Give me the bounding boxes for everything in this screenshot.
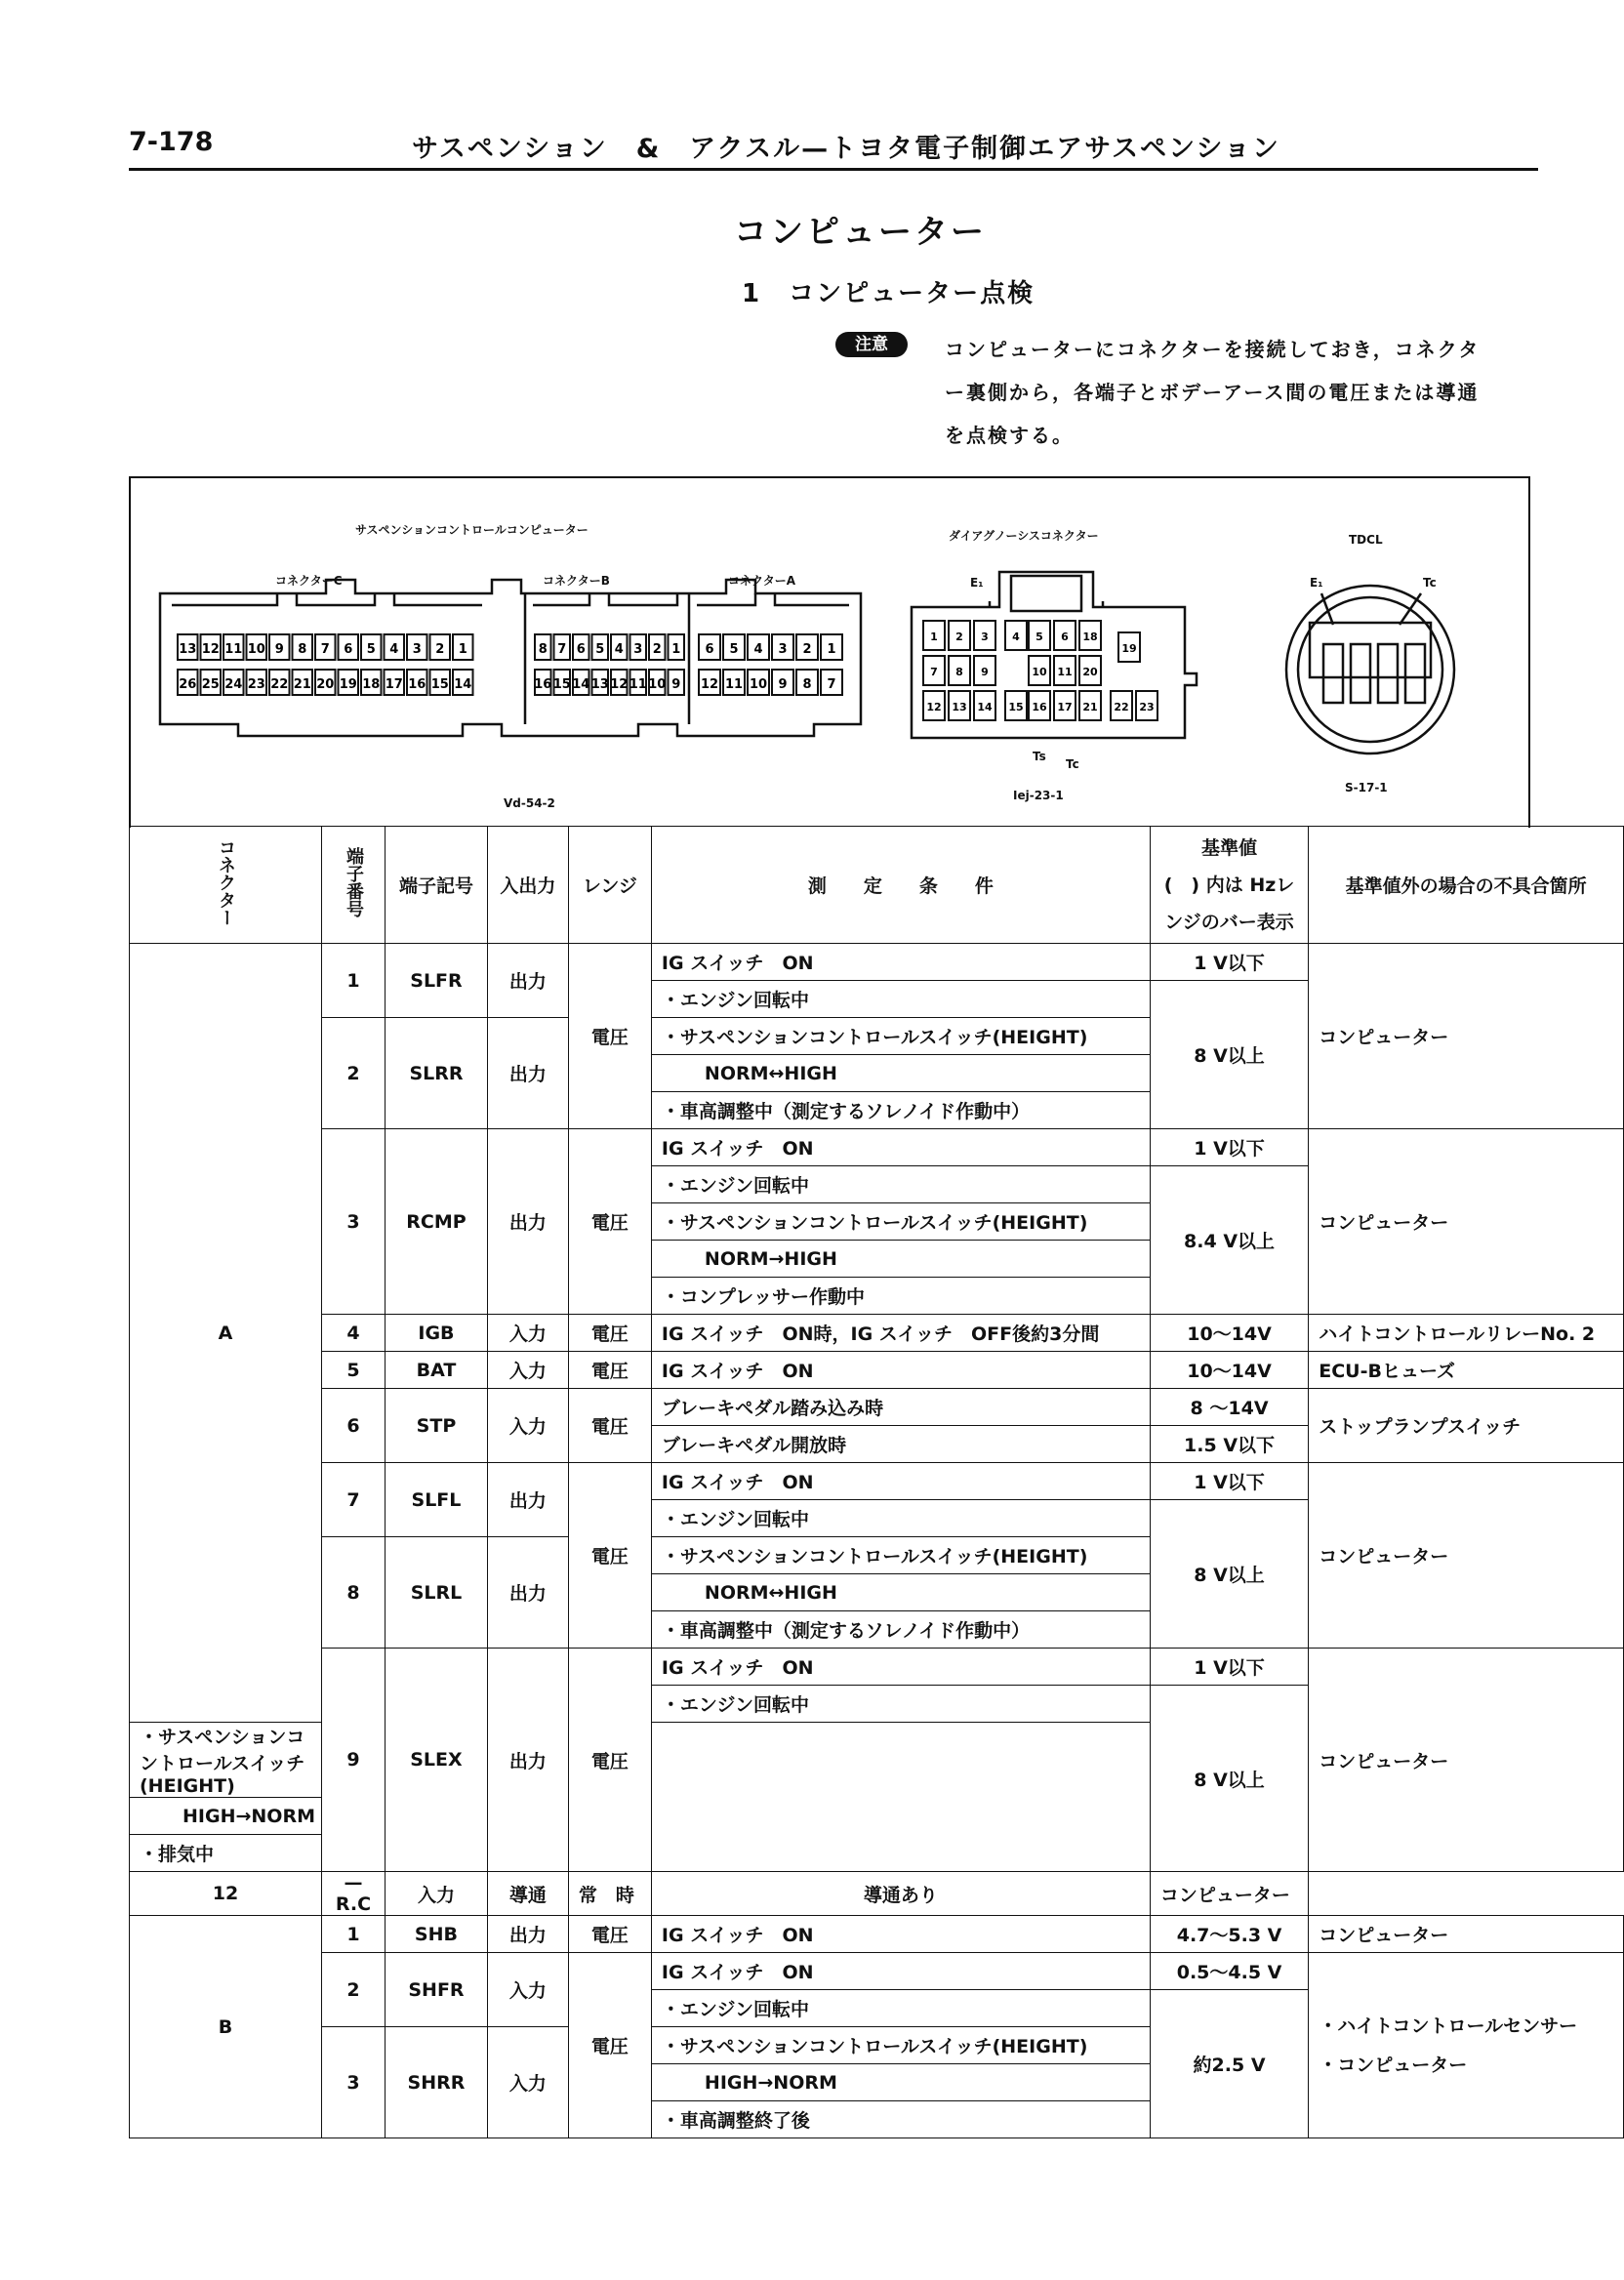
standard-value: 1 V以下: [1150, 1649, 1308, 1686]
diag-figure-code: Iej-23-1: [1013, 789, 1064, 802]
connector-pin-label: 10: [749, 677, 768, 692]
condition: IG スイッチ ON: [651, 1953, 1150, 1990]
diag-pin-label: 20: [1082, 666, 1098, 678]
terminal-symbol: BAT: [385, 1352, 487, 1389]
range-value: 電圧: [568, 1463, 651, 1649]
col-io: 入出力: [487, 827, 568, 944]
range-value: 電圧: [568, 944, 651, 1129]
diag-pin-label: 1: [930, 631, 938, 643]
page-header-title: サスペンション & アクスル—トヨタ電子制御エアサスペンション: [412, 134, 1280, 164]
table-row: [130, 1649, 1624, 1686]
io-value: 入力: [487, 2027, 568, 2138]
range-value: 導通: [487, 1872, 568, 1916]
connector-pin-label: 23: [247, 677, 265, 692]
diag-pin-label: 5: [1035, 631, 1043, 643]
connector-pin-label: 24: [224, 677, 243, 692]
connector-pin-label: 6: [344, 642, 353, 657]
condition: ・サスペンションコントロールスイッチ(HEIGHT): [651, 2027, 1150, 2064]
connector-pin-label: 9: [274, 642, 284, 657]
terminal-no: 3: [321, 2027, 385, 2138]
range-value: 電圧: [568, 1953, 651, 2138]
io-value: 入力: [487, 1389, 568, 1463]
connector-pin-label: 16: [534, 677, 552, 692]
diag-pin-label: 10: [1032, 666, 1047, 678]
connector-pin-label: 15: [552, 677, 571, 692]
standard-value: 1 V以下: [1150, 1463, 1308, 1500]
condition: ・排気中: [130, 1835, 322, 1872]
condition: ・サスペンションコントロールスイッチ(HEIGHT): [651, 1018, 1150, 1055]
connector-pin-label: 1: [827, 642, 836, 657]
caution-text: [945, 328, 1540, 457]
page-number: 7-178: [129, 127, 214, 157]
fault-location: ECU-Bヒューズ: [1309, 1352, 1624, 1389]
terminal-symbol: STP: [385, 1389, 487, 1463]
ecu-title: サスペンションコントロールコンピューター: [355, 523, 589, 537]
connector-pin-label: 12: [700, 677, 719, 692]
table-row: [130, 1389, 1624, 1426]
connector-pin-label: 13: [590, 677, 609, 692]
tdcl-e1-label: E₁: [1310, 576, 1323, 590]
condition: ・車高調整中（測定するソレノイド作動中）: [651, 1092, 1150, 1129]
connector-pin-label: 16: [408, 677, 426, 692]
condition: NORM→HIGH: [651, 1241, 1150, 1278]
condition: ブレーキペダル踏み込み時: [651, 1389, 1150, 1426]
col-fault: 基準値外の場合の不具合箇所: [1309, 827, 1624, 944]
range-value: 電圧: [568, 1352, 651, 1389]
io-value: 入力: [385, 1872, 487, 1916]
condition: NORM↔HIGH: [651, 1055, 1150, 1092]
fault-location: コンピューター: [1309, 1463, 1624, 1649]
standard-value: 約2.5 V: [1150, 1990, 1308, 2138]
connector-a-cell: A: [130, 944, 322, 1723]
standard-value: 8 〜14V: [1150, 1389, 1308, 1426]
fault-location: コンピューター: [1309, 944, 1624, 1129]
connector-drawings: [131, 478, 1528, 828]
connector-pin-label: 25: [201, 677, 220, 692]
terminal-no: 3: [321, 1129, 385, 1315]
condition: ・エンジン回転中: [651, 1500, 1150, 1537]
diag-pin-label: 23: [1139, 701, 1155, 713]
connector-pin-label: 8: [298, 642, 307, 657]
col-terminal-symbol: 端子記号: [385, 827, 487, 944]
connector-pin-label: 5: [729, 642, 739, 657]
diag-pin-label: 11: [1057, 666, 1073, 678]
fault-location: ストップランプスイッチ: [1309, 1389, 1624, 1463]
connector-pin-label: 4: [614, 642, 624, 657]
caution-line: を点検する。: [945, 424, 1074, 447]
connector-a-label: コネクターA: [728, 574, 796, 588]
diag-connector-pins: [923, 621, 1157, 720]
io-value: 出力: [487, 1537, 568, 1649]
connector-pin-label: 7: [320, 642, 330, 657]
table-row: [130, 1352, 1624, 1389]
diag-pin-label: 2: [955, 631, 963, 643]
table-row: [130, 1315, 1624, 1352]
standard-value: 8 V以上: [1150, 1686, 1308, 1872]
terminal-symbol: —R.C: [321, 1872, 385, 1916]
connector-pin-label: 6: [576, 642, 586, 657]
condition: IG スイッチ ON: [651, 1463, 1150, 1500]
connector-pin-label: 18: [362, 677, 381, 692]
connector-pin-label: 3: [633, 642, 643, 657]
terminal-no: 9: [321, 1649, 385, 1872]
connector-pin-label: 1: [671, 642, 681, 657]
terminal-symbol: SLFR: [385, 944, 487, 1018]
terminal-symbol: SLFL: [385, 1463, 487, 1537]
header-rule: [129, 168, 1538, 171]
fault-location: ハイトコントロールリレーNo. 2: [1309, 1315, 1624, 1352]
condition: IG スイッチ ON: [651, 944, 1150, 981]
standard-value: 1.5 V以下: [1150, 1426, 1308, 1463]
standard-value: 10〜14V: [1150, 1315, 1308, 1352]
connector-a-pins: [699, 634, 842, 695]
terminal-symbol: IGB: [385, 1315, 487, 1352]
connector-pin-label: 19: [339, 677, 357, 692]
fault-location: ・ハイトコントロールセンサー ・コンピューター: [1309, 1953, 1624, 2138]
standard-value: 0.5〜4.5 V: [1150, 1953, 1308, 1990]
col-condition: 測 定 条 件: [651, 827, 1150, 944]
condition: ・車高調整中（測定するソレノイド作動中）: [651, 1611, 1150, 1649]
terminal-no: 12: [130, 1872, 322, 1916]
connector-b-pins: [534, 634, 684, 695]
connector-pin-label: 9: [778, 677, 788, 692]
connector-pin-label: 22: [270, 677, 289, 692]
connector-pin-label: 2: [802, 642, 812, 657]
terminal-no: 1: [321, 944, 385, 1018]
connector-pin-label: 20: [316, 677, 335, 692]
io-value: 入力: [487, 1315, 568, 1352]
standard-value: 8.4 V以上: [1150, 1166, 1308, 1315]
io-value: 出力: [487, 1916, 568, 1953]
table-row: [130, 1129, 1624, 1166]
connector-pin-label: 3: [412, 642, 422, 657]
connector-b-label: コネクターB: [543, 574, 610, 588]
connector-pin-label: 15: [430, 677, 449, 692]
diag-pin-label: 9: [981, 666, 989, 678]
condition: ・エンジン回転中: [651, 1166, 1150, 1203]
condition: IG スイッチ ON: [651, 1916, 1150, 1953]
fault-location: コンピューター: [1309, 1649, 1624, 1872]
connector-pin-label: 17: [385, 677, 403, 692]
connector-pin-label: 8: [802, 677, 812, 692]
connector-pin-label: 11: [224, 642, 243, 657]
standard-value: 8 V以上: [1150, 981, 1308, 1129]
terminal-no: 4: [321, 1315, 385, 1352]
diag-pin-label: 8: [955, 666, 963, 678]
condition: ・車高調整終了後: [651, 2101, 1150, 2138]
connector-pin-label: 21: [293, 677, 311, 692]
range-value: 電圧: [568, 1389, 651, 1463]
connector-pin-label: 7: [827, 677, 836, 692]
fault-location: コンピューター: [1309, 1129, 1624, 1315]
io-value: 出力: [487, 1129, 568, 1315]
standard-value: 10〜14V: [1150, 1352, 1308, 1389]
diag-pin-label: 6: [1061, 631, 1069, 643]
standard-value: 8 V以上: [1150, 1500, 1308, 1649]
condition: NORM↔HIGH: [651, 1574, 1150, 1611]
terminal-no: 6: [321, 1389, 385, 1463]
diag-pin-label: 21: [1082, 701, 1098, 713]
table-row: [130, 944, 1624, 981]
terminal-no: 2: [321, 1953, 385, 2027]
connector-pin-label: 8: [538, 642, 548, 657]
tdcl-connector: [1286, 586, 1454, 753]
terminal-spec-table: [129, 826, 1624, 2138]
connector-pin-label: 13: [179, 642, 197, 657]
diag-pin-label: 4: [1012, 631, 1020, 643]
table-row: [130, 1953, 1624, 1990]
connector-pin-label: 26: [179, 677, 197, 692]
condition: HIGH→NORM: [651, 2064, 1150, 2101]
condition: ・サスペンションコントロールスイッチ(HEIGHT): [651, 1537, 1150, 1574]
connector-pin-label: 11: [724, 677, 744, 692]
connector-pin-label: 5: [595, 642, 605, 657]
diag-pin-label: 7: [930, 666, 938, 678]
terminal-symbol: RCMP: [385, 1129, 487, 1315]
diag-pin-label: 19: [1121, 642, 1137, 655]
condition: ・サスペンションコントロールスイッチ(HEIGHT): [651, 1203, 1150, 1241]
condition: IG スイッチ ON時，IG スイッチ OFF後約3分間: [651, 1315, 1150, 1352]
connector-pin-label: 10: [247, 642, 265, 657]
ecu-connector-housing: [160, 580, 861, 736]
diag-pin-label: 17: [1057, 701, 1073, 713]
condition: IG スイッチ ON: [651, 1129, 1150, 1166]
tdcl-tc-label: Tc: [1423, 576, 1437, 590]
range-value: 電圧: [568, 1916, 651, 1953]
connector-pin-label: 2: [652, 642, 662, 657]
section-subtitle: 1 コンピューター点検: [742, 279, 1035, 308]
connector-c-label: コネクターC: [275, 574, 343, 588]
io-value: 出力: [487, 944, 568, 1018]
condition: ブレーキペダル開放時: [651, 1426, 1150, 1463]
tdcl-title: TDCL: [1349, 533, 1383, 547]
connector-pin-label: 14: [572, 677, 590, 692]
diag-pin-label: 22: [1114, 701, 1129, 713]
standard-value: 1 V以下: [1150, 944, 1308, 981]
diag-ts-label: Ts: [1033, 750, 1046, 763]
terminal-no: 2: [321, 1018, 385, 1129]
condition: ・エンジン回転中: [651, 1686, 1150, 1723]
connector-pin-label: 2: [435, 642, 445, 657]
terminal-no: 8: [321, 1537, 385, 1649]
terminal-symbol: SHRR: [385, 2027, 487, 2138]
diag-pin-label: 16: [1032, 701, 1047, 713]
terminal-symbol: SHB: [385, 1916, 487, 1953]
io-value: 出力: [487, 1018, 568, 1129]
table-row: [130, 1872, 1624, 1916]
diag-tc-label: Tc: [1066, 757, 1079, 771]
range-value: 電圧: [568, 1649, 651, 1872]
io-value: 出力: [487, 1649, 568, 1872]
connector-pin-label: 9: [671, 677, 681, 692]
condition: 常 時: [568, 1872, 651, 1916]
connector-b-cell: B: [130, 1916, 322, 2138]
diag-pin-label: 15: [1008, 701, 1024, 713]
caution-badge: 注意: [835, 332, 908, 357]
col-terminal-no: 端子番号: [321, 827, 385, 944]
terminal-no: 5: [321, 1352, 385, 1389]
connector-pin-label: 7: [557, 642, 567, 657]
connector-figure: [129, 476, 1530, 828]
connector-pin-label: 4: [389, 642, 399, 657]
fault-location: コンピューター: [1309, 1916, 1624, 1953]
tdcl-figure-code: S-17-1: [1345, 781, 1388, 794]
connector-pin-label: 10: [648, 677, 667, 692]
condition: ・サスペンションコントロールスイッチ(HEIGHT): [130, 1723, 322, 1798]
terminal-symbol: SLEX: [385, 1649, 487, 1872]
connector-pin-label: 12: [201, 642, 220, 657]
diag-pin-label: 18: [1082, 631, 1098, 643]
connector-pin-label: 12: [610, 677, 629, 692]
table-row: [130, 1463, 1624, 1500]
diag-connector-title: ダイアグノーシスコネクター: [949, 529, 1099, 543]
range-value: 電圧: [568, 1315, 651, 1352]
condition: IG スイッチ ON: [651, 1649, 1150, 1686]
condition: HIGH→NORM: [130, 1798, 322, 1835]
io-value: 入力: [487, 1953, 568, 2027]
diag-pin-label: 12: [926, 701, 942, 713]
diag-pin-label: 3: [981, 631, 989, 643]
table-row: [130, 1916, 1624, 1953]
connector-pin-label: 11: [629, 677, 647, 692]
diag-e1-label: E₁: [970, 576, 984, 590]
terminal-no: 1: [321, 1916, 385, 1953]
caution-line: ー裏側から，各端子とボデーアース間の電圧または導通: [945, 381, 1480, 404]
caution-line: コンピューターにコネクターを接続しておき，コネクタ: [945, 338, 1481, 361]
ecu-figure-code: Vd-54-2: [504, 796, 555, 810]
section-title: コンピューター: [734, 213, 987, 252]
col-connector: コネクター: [130, 827, 322, 944]
diag-pin-label: 13: [952, 701, 967, 713]
col-standard: 基準値 ( ) 内は Hzレ ンジのバー表示: [1150, 827, 1308, 944]
condition: IG スイッチ ON: [651, 1352, 1150, 1389]
fault-location: コンピューター: [1150, 1872, 1308, 1916]
io-value: 出力: [487, 1463, 568, 1537]
diag-pin-label: 14: [977, 701, 993, 713]
connector-pin-label: 4: [753, 642, 763, 657]
range-value: 電圧: [568, 1129, 651, 1315]
terminal-no: 7: [321, 1463, 385, 1537]
condition: ・エンジン回転中: [651, 981, 1150, 1018]
connector-c-pins: [178, 634, 473, 695]
condition: ・エンジン回転中: [651, 1990, 1150, 2027]
connector-pin-label: 6: [705, 642, 714, 657]
connector-pin-label: 1: [458, 642, 467, 657]
standard-value: 1 V以下: [1150, 1129, 1308, 1166]
col-range: レンジ: [568, 827, 651, 944]
terminal-symbol: SLRL: [385, 1537, 487, 1649]
connector-pin-label: 14: [454, 677, 472, 692]
condition: ・コンプレッサー作動中: [651, 1278, 1150, 1315]
terminal-symbol: SLRR: [385, 1018, 487, 1129]
connector-pin-label: 3: [778, 642, 788, 657]
connector-pin-label: 5: [366, 642, 376, 657]
terminal-symbol: SHFR: [385, 1953, 487, 2027]
standard-value: 4.7〜5.3 V: [1150, 1916, 1308, 1953]
standard-value: 導通あり: [651, 1872, 1150, 1916]
io-value: 入力: [487, 1352, 568, 1389]
